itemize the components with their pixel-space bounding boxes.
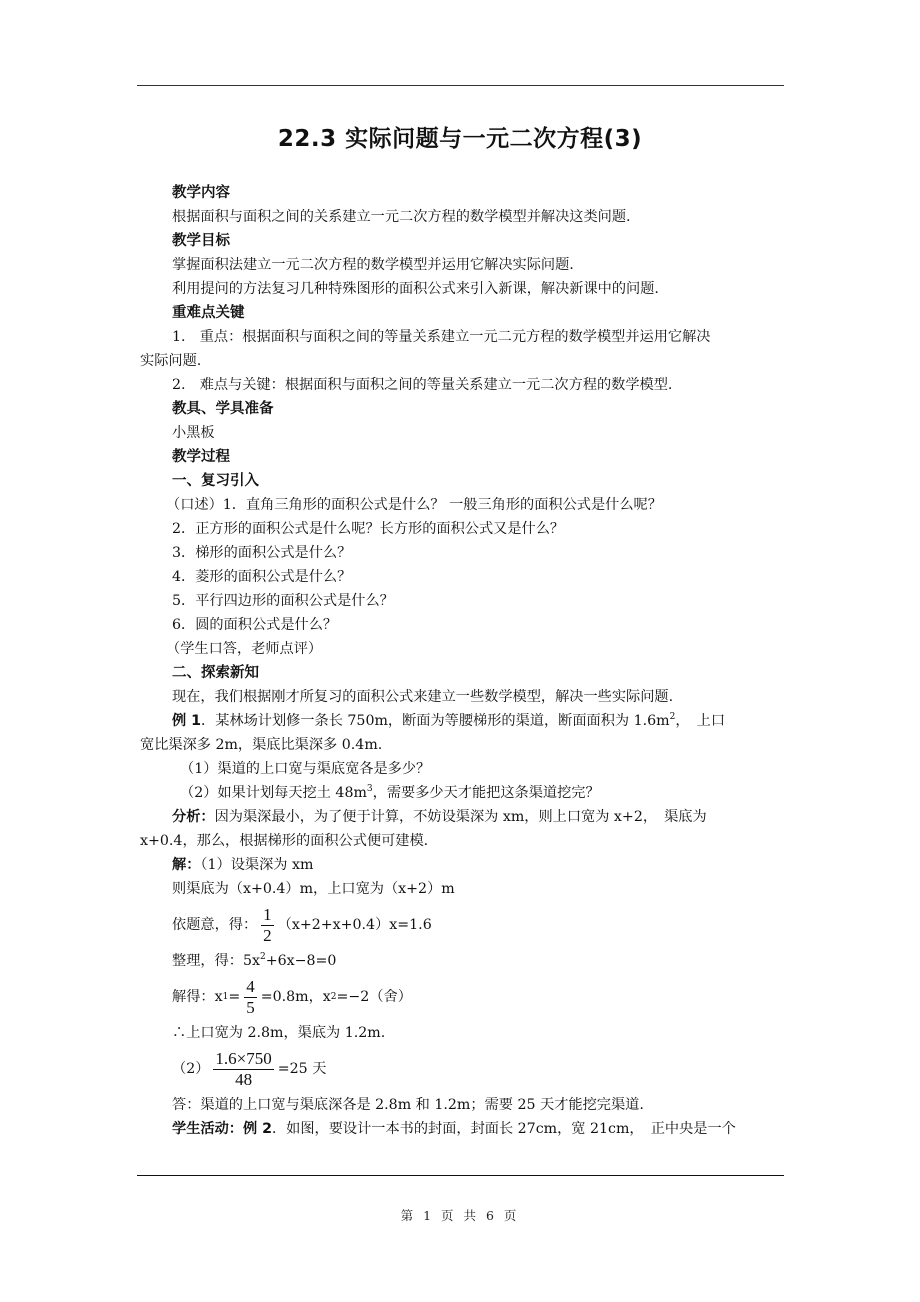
- fraction-one-half: $\frac{1}{2}$: [263, 904, 272, 945]
- heading-goals: 教学目标: [172, 233, 230, 249]
- solution-step-1: 解：（1）设渠深为 xm: [172, 857, 314, 873]
- header-rule: [137, 85, 784, 86]
- footer-rule: [137, 1175, 784, 1176]
- review-note: （学生口答，老师点评）: [166, 641, 323, 657]
- solution-step-2: 则渠底为（x+0.4）m，上口宽为（x+2）m: [172, 881, 455, 897]
- heading-process: 教学过程: [172, 449, 230, 465]
- student-activity: 学生活动：例 2．如图，要设计一本书的封面，封面长 27cm，宽 21cm， 正中央是一个: [172, 1121, 736, 1137]
- review-item-4: 4．菱形的面积公式是什么？: [172, 569, 352, 585]
- review-item-2: 2．正方形的面积公式是什么呢？长方形的面积公式又是什么？: [172, 521, 565, 537]
- solution-label: 解：: [172, 857, 201, 873]
- heading-content: 教学内容: [172, 185, 230, 201]
- explore-intro: 现在，我们根据刚才所复习的面积公式来建立一些数学模型，解决一些实际问题.: [172, 689, 674, 705]
- document-body: [140, 181, 790, 1141]
- analysis-label: 分析：: [172, 809, 215, 825]
- analysis: 分析：因为渠深最小，为了便于计算，不妨设渠深为 xm，则上口宽为 x+2， 渠底为: [172, 809, 707, 825]
- review-item-5: 5．平行四边形的面积公式是什么？: [172, 593, 394, 609]
- example-1-label: 例 1: [172, 713, 201, 729]
- activity-label: 学生活动：例 2: [172, 1121, 272, 1137]
- solution-step-3: 依题意，得： $\frac{1}{2}$ （x+2+x+0.4）x=1.6: [172, 904, 432, 945]
- tools-text: 小黑板: [172, 425, 215, 441]
- solution-step-4: 整理，得：$5x^2+6x-8=0$: [172, 952, 337, 969]
- review-item-3: 3．梯形的面积公式是什么？: [172, 545, 352, 561]
- key-point-1-cont: 实际问题.: [140, 353, 202, 369]
- solution-step-6: ∴上口宽为 2.8m，渠底为 1.2m.: [172, 1025, 386, 1041]
- heading-key-points: 重难点关键: [172, 305, 245, 321]
- example-1: 例 1．某林场计划修一条长 750m，断面为等腰梯形的渠道，断面面积为 $1.6m^2$， 上口: [172, 712, 726, 729]
- goal-line-2: 利用提问的方法复习几种特殊图形的面积公式来引入新课，解决新课中的问题.: [172, 281, 659, 297]
- answer: 答：渠道的上口宽与渠底深各是 2.8m 和 1.2m；需要 25 天才能挖完渠道.: [172, 1097, 644, 1113]
- key-point-1: 1. 重点：根据面积与面积之间的等量关系建立一元二元方程的数学模型并运用它解决: [172, 329, 711, 345]
- page-number: 第 1 页 共 6 页: [400, 1208, 520, 1223]
- fraction-four-fifths: $\frac{4}{5}$: [246, 976, 255, 1017]
- question-1: （1）渠道的上口宽与渠底宽各是多少？: [180, 761, 431, 777]
- key-point-2: 2. 难点与关键：根据面积与面积之间的等量关系建立一元二次方程的数学模型.: [172, 377, 673, 393]
- document-title: 22.3 实际问题与一元二次方程(3): [277, 126, 643, 152]
- solution-step-7: （2） $\frac{1.6\times 750}{48}$ =25 天: [172, 1048, 327, 1089]
- analysis-cont: x+0.4，那么，根据梯形的面积公式便可建模.: [140, 833, 429, 849]
- heading-tools: 教具、学具准备: [172, 401, 274, 417]
- review-item-1: （口述）1．直角三角形的面积公式是什么？ 一般三角形的面积公式是什么呢？: [166, 497, 662, 513]
- fraction-days: $\frac{1.6\times 750}{48}$: [215, 1048, 272, 1089]
- solution-step-5: 解得：x 1 = $\frac{4}{5}$ =0.8m，x 2 =−2（舍）: [172, 976, 412, 1017]
- question-2: （2）如果计划每天挖土 $48m^3$，需要多少天才能把这条渠道挖完？: [180, 784, 600, 801]
- example-1-cont: 宽比渠深多 2m，渠底比渠深多 0.4m.: [140, 737, 383, 753]
- goal-line-1: 掌握面积法建立一元二次方程的数学模型并运用它解决实际问题.: [172, 257, 574, 273]
- content-text: 根据面积与面积之间的关系建立一元二次方程的数学模型并解决这类问题.: [172, 209, 631, 225]
- heading-review: 一、复习引入: [172, 473, 259, 489]
- review-item-6: 6．圆的面积公式是什么？: [172, 617, 338, 633]
- heading-explore: 二、探索新知: [172, 665, 259, 681]
